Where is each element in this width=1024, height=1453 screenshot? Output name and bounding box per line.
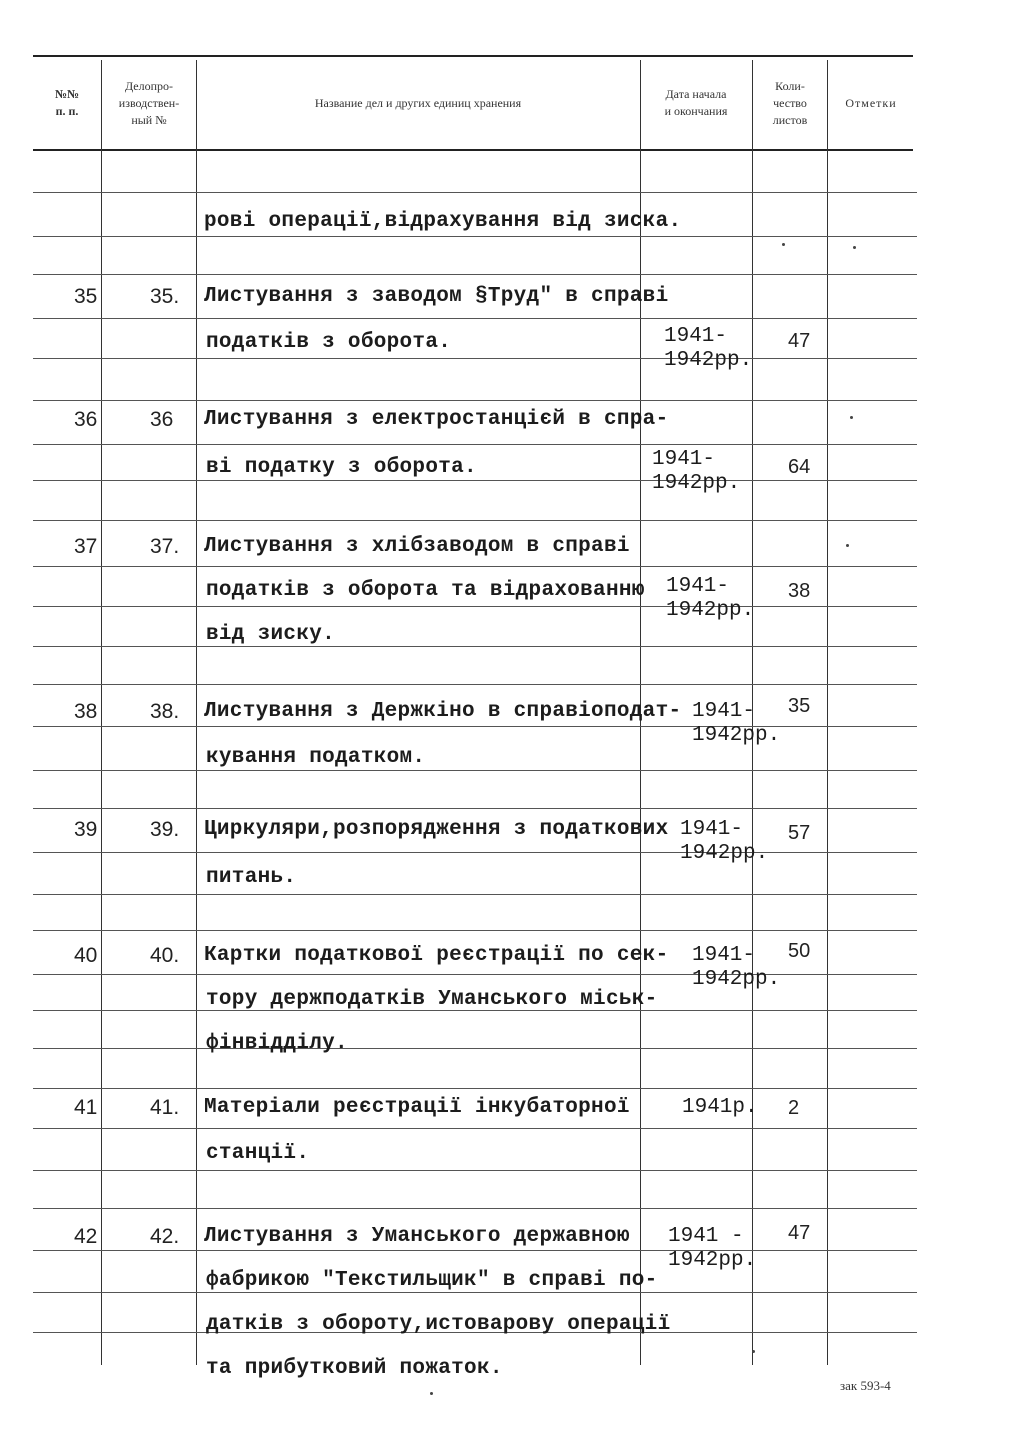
- row-title-line: тору держподатків Уманського міськ-: [206, 988, 658, 1011]
- header-col-sheets: Коли- чество листов: [772, 78, 808, 127]
- row-title-line: Циркуляри,розпорядження з податкових: [204, 818, 669, 841]
- speck: [850, 416, 853, 419]
- ruled-line: [33, 1208, 917, 1209]
- ruled-line: [33, 566, 917, 567]
- row-sheet-count: 57: [788, 822, 811, 844]
- ruled-line: [33, 930, 917, 931]
- row-date-line: 1942рр.: [652, 472, 741, 495]
- header-col-office-number: Делопро- изводствен- ный №: [118, 78, 180, 127]
- row-title-line: податків з оборота.: [206, 331, 452, 354]
- row-sheet-count: 47: [788, 1222, 811, 1244]
- row-title-line: Листування з заводом §Труд" в справі: [204, 285, 669, 308]
- ruled-line: [33, 894, 917, 895]
- ruled-line: [33, 358, 917, 359]
- row-title-line: датків з обороту,истоварову операції: [206, 1313, 671, 1336]
- row-title-line: ві податку з оборота.: [206, 456, 477, 479]
- ruled-line: [33, 974, 917, 975]
- row-number: 36: [74, 408, 98, 431]
- ruled-line: [33, 646, 917, 647]
- row-number: 37: [74, 535, 98, 558]
- row-office-number: 38.: [150, 700, 180, 723]
- row-date-line: 1941-: [666, 575, 730, 598]
- row-date-line: 1941р.: [682, 1096, 758, 1119]
- row-date-line: 1941-: [652, 448, 716, 471]
- row-date-line: 1941-: [692, 944, 756, 967]
- ruled-line: [33, 192, 917, 193]
- ruled-line: [33, 236, 917, 237]
- ruled-line: [33, 274, 917, 275]
- ruled-line: [33, 400, 917, 401]
- ruled-line: [33, 1292, 917, 1293]
- row-date-line: 1942рр.: [692, 724, 781, 747]
- row-title-line: питань.: [206, 866, 297, 889]
- header-top-rule: [33, 55, 913, 57]
- row-date-line: 1941-: [680, 818, 744, 841]
- row-title-line: фабрикою "Текстильщик" в справі по-: [206, 1269, 658, 1292]
- row-date-line: 1941-: [692, 700, 756, 723]
- row-date-line: 1941-: [664, 325, 728, 348]
- row-sheet-count: 35: [788, 695, 811, 717]
- row-office-number: 37.: [150, 535, 180, 558]
- ruled-line: [33, 808, 917, 809]
- row-number: 39: [74, 818, 98, 841]
- row-sheet-count: 64: [788, 456, 811, 478]
- row-sheet-count: 50: [788, 940, 811, 962]
- row-number: 42: [74, 1225, 98, 1248]
- header-col-notes: Отметки: [845, 95, 897, 110]
- row-title-line: Листування з хлібзаводом в справі: [204, 535, 630, 558]
- row-date-line: 1942рр.: [664, 349, 753, 372]
- ruled-line: [33, 1128, 917, 1129]
- row-title-line: та прибутковий пожаток.: [206, 1357, 503, 1380]
- ruled-line: [33, 1170, 917, 1171]
- ruled-line: [33, 852, 917, 853]
- row-sheet-count: 38: [788, 580, 811, 602]
- row-title-line: Листування з Уманського державною: [204, 1225, 630, 1248]
- row-title-line: Листування з Держкіно в справіоподат-: [204, 700, 682, 723]
- row-office-number: 40.: [150, 944, 180, 967]
- row-title-line: Матеріали реєстрації інкубаторної: [204, 1096, 630, 1119]
- row-title-line: фінвідділу.: [206, 1032, 348, 1055]
- row-title-line: від зиску.: [206, 623, 336, 646]
- ruled-line: [33, 1250, 917, 1251]
- row-title-line: Картки податкової реєстрації по сек-: [204, 944, 669, 967]
- continuation-text: рові операції,відрахування від зиска.: [204, 210, 682, 233]
- header-bottom-rule: [33, 149, 913, 151]
- ruled-line: [33, 684, 917, 685]
- row-date-line: 1942рр.: [666, 599, 755, 622]
- header-col-title: Название дел и других единиц хранения: [314, 95, 522, 110]
- row-number: 35: [74, 285, 98, 308]
- row-title-line: податків з оборота та відрахованню: [206, 579, 645, 602]
- speck: [782, 243, 785, 246]
- row-office-number: 42.: [150, 1225, 180, 1248]
- speck: [853, 246, 856, 249]
- row-office-number: 41.: [150, 1096, 180, 1119]
- ruled-line: [33, 1088, 917, 1089]
- ruled-line: [33, 480, 917, 481]
- row-title-line: кування податком.: [206, 746, 426, 769]
- speck: [430, 1392, 433, 1395]
- row-title-line: Листування з електростанцієй в спра-: [204, 408, 669, 431]
- ruled-line: [33, 520, 917, 521]
- row-office-number: 35.: [150, 285, 180, 308]
- ruled-line: [33, 606, 917, 607]
- row-number: 41: [74, 1096, 98, 1119]
- speck: [846, 544, 849, 547]
- row-date-line: 1941 -: [668, 1225, 744, 1248]
- row-office-number: 39.: [150, 818, 180, 841]
- header-col-number: №№ п. п.: [54, 87, 80, 118]
- row-office-number: 36: [150, 408, 174, 431]
- row-date-line: 1942рр.: [692, 968, 781, 991]
- row-number: 38: [74, 700, 98, 723]
- row-title-line: станції.: [206, 1142, 310, 1165]
- row-date-line: 1942рр.: [680, 842, 769, 865]
- ruled-line: [33, 726, 917, 727]
- row-number: 40: [74, 944, 98, 967]
- ruled-line: [33, 444, 917, 445]
- ruled-line: [33, 318, 917, 319]
- header-col-dates: Дата начала и окончания: [664, 87, 728, 118]
- order-footnote: зак 593-4: [840, 1378, 891, 1393]
- row-sheet-count: 47: [788, 330, 811, 352]
- speck: [752, 1350, 755, 1353]
- row-sheet-count: 2: [788, 1097, 800, 1119]
- ruled-line: [33, 1048, 917, 1049]
- row-date-line: 1942рр.: [668, 1249, 757, 1272]
- ruled-line: [33, 770, 917, 771]
